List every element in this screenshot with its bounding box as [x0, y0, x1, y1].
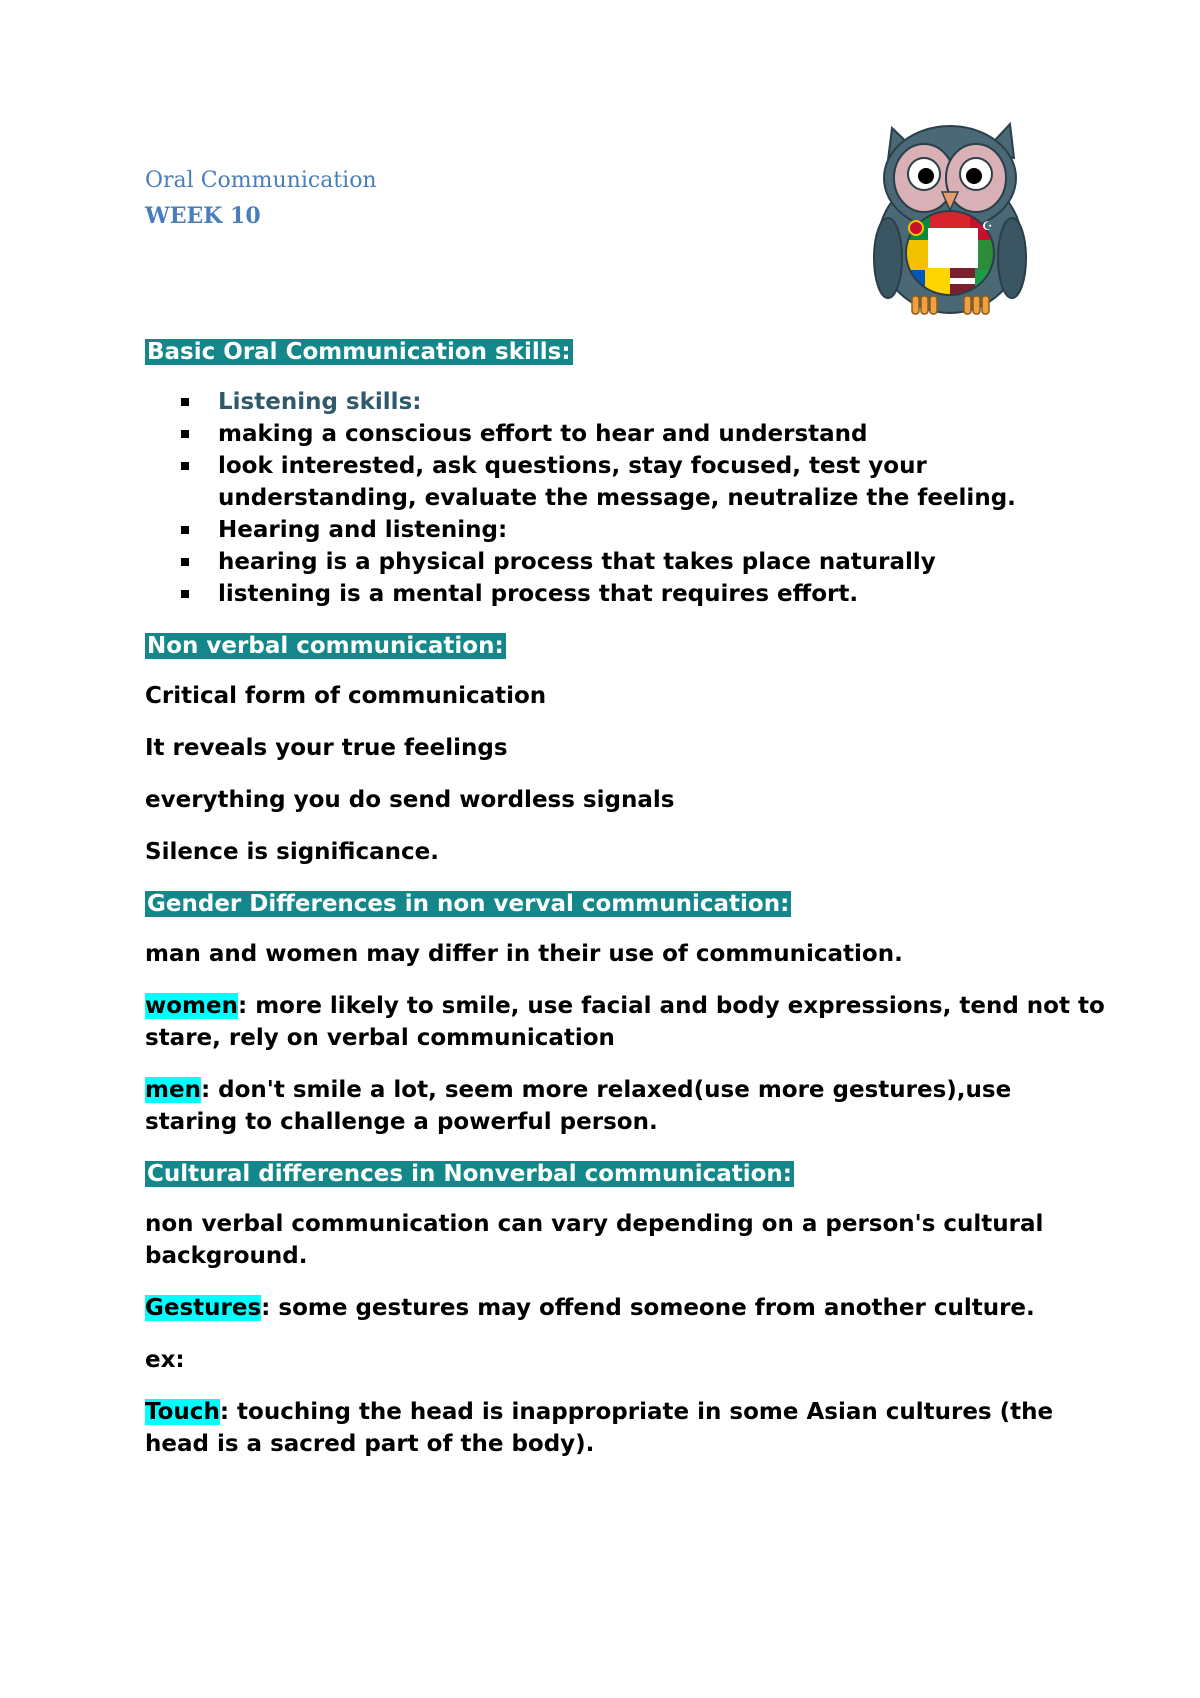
term-men: men	[145, 1077, 201, 1103]
list-item: hearing is a physical process that takes place naturally	[145, 546, 1105, 578]
document-body	[145, 336, 1105, 1480]
document-title: Oral Communication	[145, 168, 377, 193]
paragraph: It reveals your true feelings	[145, 735, 508, 761]
term-women: women	[145, 993, 238, 1019]
list-item: making a conscious effort to hear and understand	[145, 418, 1105, 450]
paragraph: Silence is significance.	[145, 839, 439, 865]
gestures-paragraph: Gestures: some gestures may offend someone from another culture.	[145, 1295, 1035, 1321]
section-gender-heading: Gender Differences in non verval communication:	[147, 891, 790, 917]
list-item: look interested, ask questions, stay focused, test your understanding, evaluate the message, neutralize the feeling.	[145, 450, 1105, 514]
men-paragraph: men: don't smile a lot, seem more relaxed(use more gestures),use staring to challenge a powerful person.	[145, 1077, 1012, 1135]
term-gestures: Gestures	[145, 1295, 262, 1321]
paragraph: ex:	[145, 1347, 185, 1373]
svg-text:☪: ☪	[982, 219, 993, 233]
touch-paragraph: Touch: touching the head is inappropriate in some Asian cultures (the head is a sacred part of the body).	[145, 1399, 1054, 1457]
paragraph: Critical form of communication	[145, 683, 547, 709]
list-item: Listening skills:	[145, 386, 1105, 418]
section-cultural-heading: Cultural differences in Nonverbal communication:	[147, 1161, 792, 1187]
list-item: Hearing and listening:	[145, 514, 1105, 546]
women-paragraph: women: more likely to smile, use facial and body expressions, tend not to stare, rely on verbal communication	[145, 993, 1105, 1051]
section-basic-heading: Basic Oral Communication skills:	[147, 339, 571, 365]
basic-skills-list	[145, 386, 1105, 610]
section-nonverbal-heading: Non verbal communication:	[147, 633, 504, 659]
paragraph: non verbal communication can vary depending on a person's cultural background.	[145, 1211, 1044, 1269]
paragraph: everything you do send wordless signals	[145, 787, 675, 813]
term-touch: Touch	[145, 1399, 220, 1425]
owl-logo-icon	[870, 118, 1030, 318]
list-item: listening is a mental process that requires effort.	[145, 578, 1105, 610]
document-week: WEEK 10	[145, 203, 261, 229]
paragraph: man and women may differ in their use of communication.	[145, 941, 903, 967]
